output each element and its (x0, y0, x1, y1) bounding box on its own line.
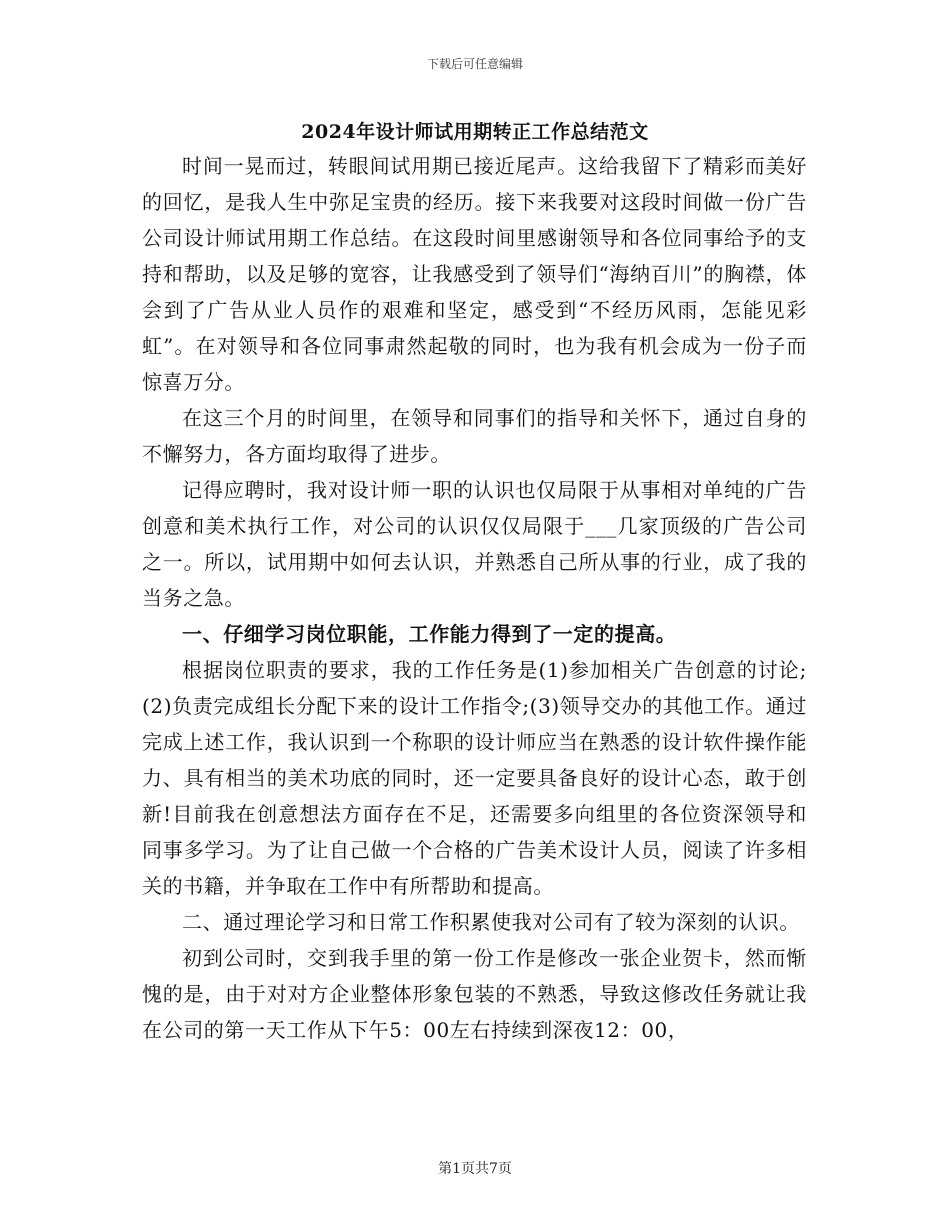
paragraph: 记得应聘时，我对设计师一职的认识也仅局限于从事相对单纯的广告创意和美术执行工作，对公司的认识仅仅局限于___几家顶级的广告公司之一。所以，试用期中如何去认识，并熟悉自己所从事的行业，成了我的当务之急。 (142, 478, 807, 610)
header-note: 下载后可任意编辑 (426, 57, 523, 71)
paragraph: 初到公司时，交到我手里的第一份工作是修改一张企业贺卡，然而惭愧的是，由于对对方企业整体形象包装的不熟悉，导致这修改任务就让我在公司的第一天工作从下午5：00左右持续到深夜12：00， (142, 946, 807, 1042)
paragraph: 时间一晃而过，转眼间试用期已接近尾声。这给我留下了精彩而美好的回忆，是我人生中弥足宝贵的经历。接下来我要对这段时间做一份广告公司设计师试用期工作总结。在这段时间里感谢领导和各位同事给予的支持和帮助，以及足够的宽容，让我感受到了领导们“海纳百川”的胸襟，体会到了广告从业人员作的艰难和坚定，感受到“不经历风雨，怎能见彩虹”。在对领导和各位同事肃然起敬的同时，也为我有机会成为一份子而惊喜万分。 (142, 154, 807, 394)
section-heading: 二、通过理论学习和日常工作积累使我对公司有了较为深刻的认识。 (182, 910, 800, 934)
section-heading: 一、仔细学习岗位职能，工作能力得到了一定的提高。 (182, 622, 677, 646)
document-title: 2024年设计师试用期转正工作总结范文 (301, 121, 649, 143)
page-footer: 第1页共7页 (438, 1161, 512, 1177)
document-body (142, 148, 807, 1048)
paragraph: 在这三个月的时间里，在领导和同事们的指导和关怀下，通过自身的不懈努力，各方面均取得了进步。 (142, 406, 807, 466)
paragraph: 根据岗位职责的要求，我的工作任务是(1)参加相关广告创意的讨论;(2)负责完成组长分配下来的设计工作指令;(3)领导交办的其他工作。通过完成上述工作，我认识到一个称职的设计师应当在熟悉的设计软件操作能力、具有相当的美术功底的同时，还一定要具备良好的设计心态，敢于创新!目前我在创意想法方面存在不足，还需要多向组里的各位资深领导和同事多学习。为了让自己做一个合格的广告美术设计人员，阅读了许多相关的书籍，并争取在工作中有所帮助和提高。 (142, 658, 807, 898)
